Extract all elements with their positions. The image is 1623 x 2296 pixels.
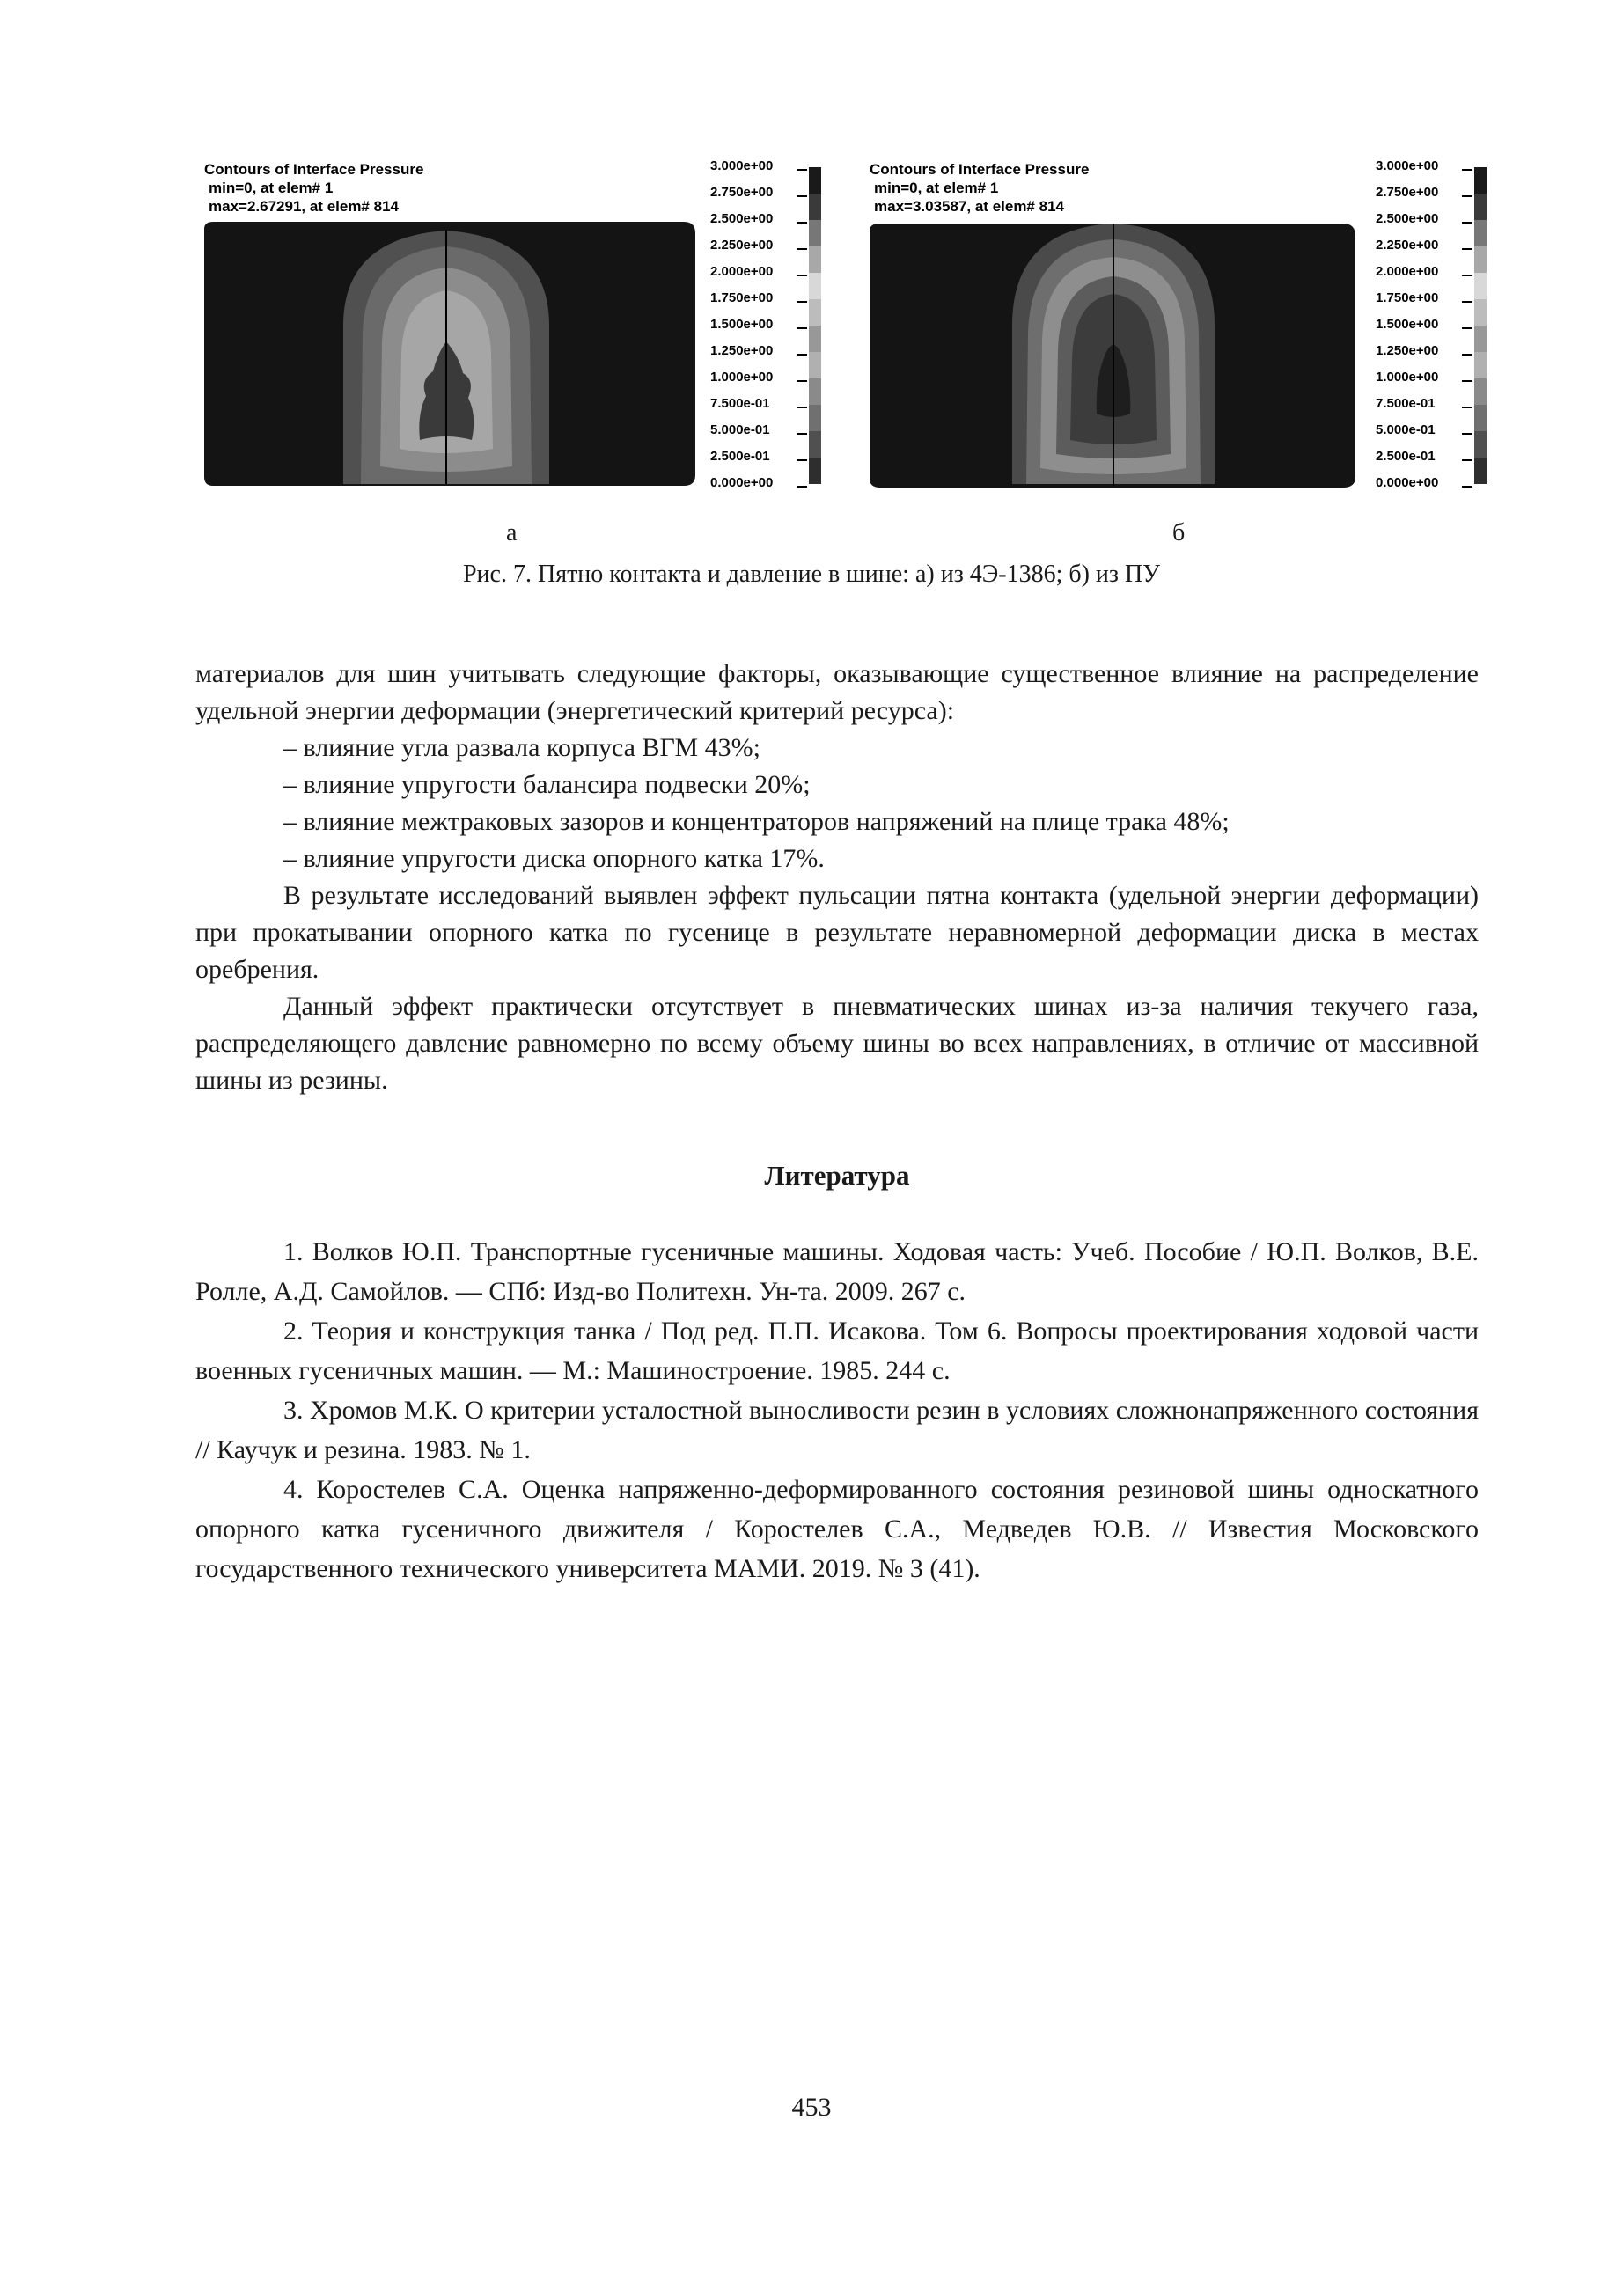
legend-entry [710,449,829,475]
results-paragraph: В результате исследований выявлен эффект пульсации пятна контакта (удельной энергии деформации) при прокатывании опорного катка по гусенице в результате неравномерной деформации диска в местах оребрения. [195,881,1479,984]
legend-tick [797,275,807,276]
page-number: 453 [791,2093,832,2122]
legend-tick [1462,195,1472,197]
legend-tick [797,327,807,329]
legend-entry [1376,264,1494,290]
figure-caption: Рис. 7. Пятно контакта и давление в шине: а) из 4Э-1386; б) из ПУ [462,561,1161,588]
header-max: max=3.03587, at elem# 814 [874,198,1064,215]
header-min: min=0, at elem# 1 [209,180,334,196]
legend-entry [710,370,829,396]
legend-entry [1376,238,1494,264]
legend-entry [710,317,829,343]
legend-label: 2.000e+00 [710,264,774,279]
legend-entry [710,343,829,370]
legend-label: 2.750e+00 [1376,185,1439,200]
legend-tick [1462,327,1472,329]
header-title: Contours of Interface Pressure [204,161,424,178]
legend-tick [797,486,807,488]
legend-entry [710,422,829,449]
legend-tick [1462,459,1472,461]
legend-label: 2.500e+00 [710,211,774,226]
legend-tick [1462,275,1472,276]
legend-entry [1376,211,1494,238]
effect-paragraph: Данный эффект практически отсутствует в пневматических шинах из-за наличия текучего газа, распределяющего давление равномерно по всему объему шины во всех направлениях, в отличие от массивной шины из резины. [195,992,1479,1095]
reference-item: 3. Хромов М.К. О критерии усталостной выносливости резин в условиях сложнонапряженного состояния // Каучук и резина. 1983. № 1. [195,1396,1479,1464]
legend-entry [1376,422,1494,449]
legend-label: 2.250e+00 [1376,238,1439,253]
legend-tick [1462,486,1472,488]
legend-tick [797,301,807,303]
legend-label: 7.500e-01 [710,396,770,411]
references-heading: Литература [764,1160,910,1191]
legend-label: 1.500e+00 [1376,317,1439,332]
legend-label: 2.500e+00 [1376,211,1439,226]
legend-entry [1376,449,1494,475]
legend-label: 5.000e-01 [710,422,770,437]
body-text [195,656,1479,1099]
legend-tick [797,195,807,197]
legend-tick [797,248,807,250]
legend-tick [797,433,807,435]
legend-label: 1.000e+00 [710,370,774,385]
legend-label: 0.000e+00 [710,475,774,490]
legend-tick [1462,433,1472,435]
legend-label: 3.000e+00 [710,158,774,173]
reference-item: 2. Теория и конструкция танка / Под ред. П.П. Исакова. Том 6. Вопросы проектирования ходовой части военных гусеничных машин. — М.: Машиностроение. 1985. 244 с. [195,1317,1479,1385]
legend-tick [1462,222,1472,224]
legend-label: 1.250e+00 [1376,343,1439,358]
legend-tick [797,407,807,408]
legend-entry [710,211,829,238]
legend-entry [1376,396,1494,422]
legend-entry [710,290,829,317]
header-min: min=0, at elem# 1 [874,180,999,196]
legend-entry [710,264,829,290]
reference-item: 4. Коростелев С.А. Оценка напряженно-деформированного состояния резиновой шины односкатного опорного катка гусеничного движителя / Коростелев С.А., Медведев Ю.В. // Известия Московского государственного технического университета МАМИ. 2019. № 3 (41). [195,1475,1479,1583]
legend-label: 0.000e+00 [1376,475,1439,490]
subfigure-label-b: б [1172,519,1186,546]
legend-label: 1.750e+00 [1376,290,1439,305]
legend-entry [1376,370,1494,396]
legend-tick [1462,407,1472,408]
list-item: – влияние межтраковых зазоров и концентраторов напряжений на плице трака 48%; [283,807,1230,836]
legend-tick [797,222,807,224]
legend-entry [710,475,829,502]
legend-tick [797,354,807,356]
legend-tick [1462,169,1472,171]
legend-entry [1376,317,1494,343]
legend-entry [1376,290,1494,317]
legend-label: 2.000e+00 [1376,264,1439,279]
legend-label: 1.750e+00 [710,290,774,305]
list-item: – влияние упругости балансира подвески 20%; [283,770,811,799]
legend-label: 1.500e+00 [710,317,774,332]
legend-tick [1462,301,1472,303]
legend-tick [1462,380,1472,382]
legend-label: 7.500e-01 [1376,396,1436,411]
intro-paragraph: материалов для шин учитывать следующие факторы, оказывающие существенное влияние на распределение удельной энергии деформации (энергетический критерий ресурса): [195,659,1479,725]
legend-label: 2.250e+00 [710,238,774,253]
figure-header-b [870,160,1089,216]
legend-entry [1376,343,1494,370]
figure-header-a [204,160,423,216]
legend-entry [1376,158,1494,185]
references-list [195,1232,1479,1588]
legend-entry [710,238,829,264]
list-item: – влияние упругости диска опорного катка 17%. [283,844,825,873]
legend-label: 2.500e-01 [710,449,770,464]
header-max: max=2.67291, at elem# 814 [209,198,399,215]
reference-item: 1. Волков Ю.П. Транспортные гусеничные машины. Ходовая часть: Учеб. Пособие / Ю.П. Волков, В.Е. Ролле, А.Д. Самойлов. — СПб: Изд-во Политехн. Ун-та. 2009. 267 с. [195,1237,1479,1306]
legend-label: 1.000e+00 [1376,370,1439,385]
legend-label: 3.000e+00 [1376,158,1439,173]
legend-entry [1376,185,1494,211]
legend-label: 2.750e+00 [710,185,774,200]
legend-label: 1.250e+00 [710,343,774,358]
legend-entry [710,185,829,211]
legend-entry [1376,475,1494,502]
legend-tick [797,459,807,461]
list-item: – влияние угла развала корпуса ВГМ 43%; [283,733,760,762]
legend-label: 2.500e-01 [1376,449,1436,464]
header-title: Contours of Interface Pressure [870,161,1090,178]
legend-tick [1462,354,1472,356]
legend-entry [710,396,829,422]
figure-panel-a [195,150,829,502]
legend-tick [797,169,807,171]
subfigure-label-a: а [506,519,518,546]
legend-label: 5.000e-01 [1376,422,1436,437]
figure-panel-b [861,150,1494,502]
legend-entry [710,158,829,185]
legend-tick [797,380,807,382]
legend-tick [1462,248,1472,250]
